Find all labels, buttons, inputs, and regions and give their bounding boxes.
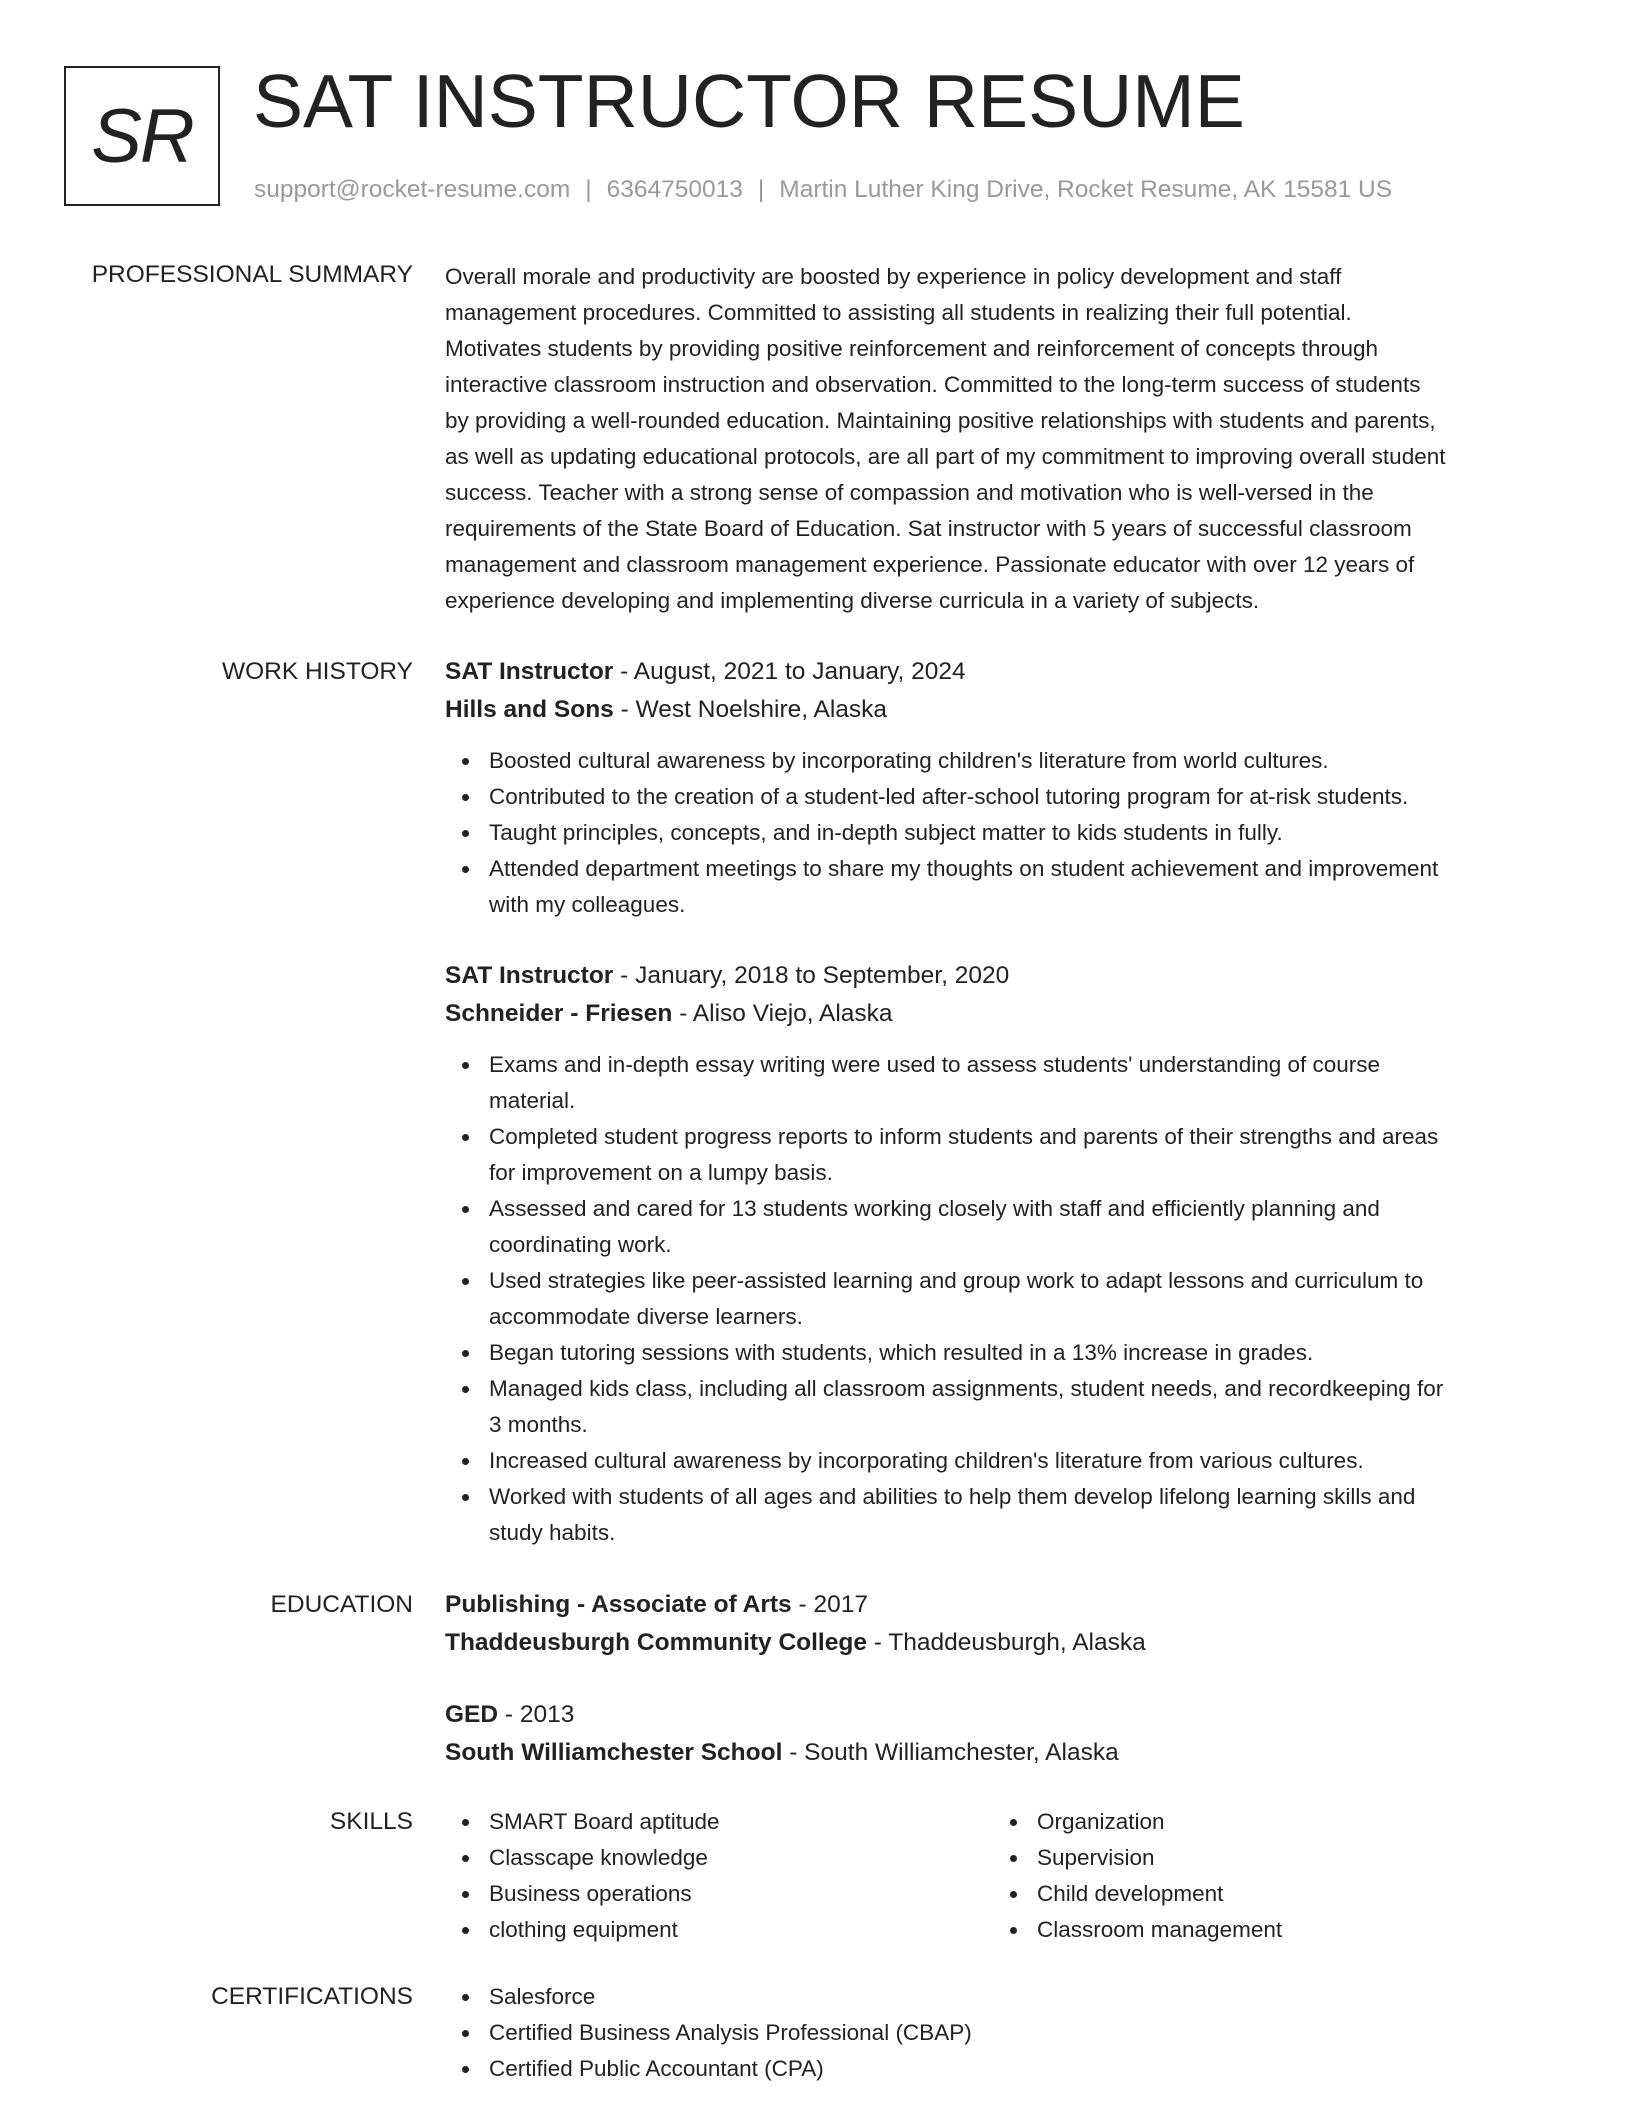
- summary-line: as well as updating educational protocols, are all part of my commitment to improving overall student: [445, 444, 1446, 469]
- job-company: Hills and Sons: [445, 696, 614, 723]
- section-label-work-history: WORK HISTORY: [221, 658, 413, 685]
- education-location: - South Williamchester, Alaska: [782, 1739, 1119, 1766]
- job-title: SAT Instructor: [445, 962, 614, 989]
- summary-line: management procedures. Committed to assisting all students in realizing their full potential.: [445, 300, 1352, 325]
- job-duty-text: coordinating work.: [489, 1232, 672, 1257]
- education-school-line: [445, 1734, 1565, 1772]
- job-duty: [445, 1119, 1565, 1191]
- education-year: - 2017: [791, 1591, 868, 1618]
- skill-item: Organization: [993, 1804, 1541, 1840]
- certification-item: Certified Business Analysis Professional (CBAP): [445, 2015, 1565, 2051]
- job-location: - Aliso Viejo, Alaska: [672, 1000, 893, 1027]
- job-duty: [445, 851, 1565, 923]
- job-duty-text: Used strategies like peer-assisted learning and group work to adapt lessons and curriculum to: [489, 1268, 1424, 1293]
- section-label-skills: SKILLS: [329, 1808, 413, 1835]
- job-duty-text: Boosted cultural awareness by incorporating children's literature from world cultures.: [489, 748, 1329, 773]
- contact-line: [254, 173, 1392, 207]
- contact-email: support@rocket-resume.com: [254, 176, 571, 203]
- summary-text: [445, 259, 1565, 619]
- job-duty-text: Completed student progress reports to inform students and parents of their strengths and areas: [489, 1124, 1439, 1149]
- job-duty: [445, 1047, 1565, 1119]
- skills-list: [445, 1804, 1565, 1948]
- job-duty: [445, 1191, 1565, 1263]
- job-duties-list: [445, 743, 1565, 923]
- job-duty-text: material.: [489, 1088, 576, 1113]
- section-label-summary: PROFESSIONAL SUMMARY: [91, 261, 413, 288]
- education-school: South Williamchester School: [445, 1739, 783, 1766]
- summary-line: Motivates students by providing positive reinforcement and reinforcement of concepts through: [445, 336, 1379, 361]
- certifications-bullets: [445, 1979, 1565, 2087]
- job-location: - West Noelshire, Alaska: [613, 696, 888, 723]
- summary-line: interactive classroom instruction and observation. Committed to the long-term success of students: [445, 372, 1421, 397]
- job-duty-text: Began tutoring sessions with students, which resulted in a 13% increase in grades.: [489, 1340, 1314, 1365]
- skill-item: Business operations: [445, 1876, 993, 1912]
- job-duties-list: [445, 1047, 1565, 1551]
- contact-separator: |: [757, 176, 765, 203]
- monogram-logo: SR: [64, 66, 220, 206]
- job-duty-text: Attended department meetings to share my thoughts on student achievement and improvement: [489, 856, 1439, 881]
- section-label-education: EDUCATION: [270, 1591, 413, 1618]
- education-degree: GED: [445, 1701, 499, 1728]
- job-duty-text: study habits.: [489, 1520, 616, 1545]
- certifications-list: [445, 1979, 1565, 2087]
- job-duty-text: Increased cultural awareness by incorporating children's literature from various cultures.: [489, 1448, 1364, 1473]
- job-duty: [445, 1371, 1565, 1443]
- job-title: SAT Instructor: [445, 658, 614, 685]
- job-duty-text: Exams and in-depth essay writing were used to assess students' understanding of course: [489, 1052, 1381, 1077]
- job-duty: [445, 1443, 1565, 1479]
- skill-item: clothing equipment: [445, 1912, 993, 1948]
- skill-item: Classroom management: [993, 1912, 1541, 1948]
- section-label-certifications: CERTIFICATIONS: [211, 1983, 413, 2010]
- summary-line: management and classroom management experience. Passionate educator with over 12 years of: [445, 552, 1415, 577]
- certification-item: Salesforce: [445, 1979, 1565, 2015]
- education-degree: Publishing - Associate of Arts: [445, 1591, 792, 1618]
- skill-item: Supervision: [993, 1840, 1541, 1876]
- job-duty: [445, 1335, 1565, 1371]
- job-company-line: [445, 995, 1565, 1033]
- job-dates: - August, 2021 to January, 2024: [613, 658, 966, 685]
- job-duty: [445, 1263, 1565, 1335]
- education-entry: [445, 1586, 1565, 1662]
- job-duty-text: for improvement on a lumpy basis.: [489, 1160, 833, 1185]
- education-school-line: [445, 1624, 1565, 1662]
- job-duty-text: Taught principles, concepts, and in-depth subject matter to kids students in fully.: [489, 820, 1283, 845]
- job-duty: [445, 1479, 1565, 1551]
- job-company: Schneider - Friesen: [445, 1000, 673, 1027]
- summary-line: by providing a well-rounded education. Maintaining positive relationships with students and parents,: [445, 408, 1436, 433]
- education-location: - Thaddeusburgh, Alaska: [866, 1629, 1146, 1656]
- job-duty-text: with my colleagues.: [489, 892, 686, 917]
- certification-item: Certified Public Accountant (CPA): [445, 2051, 1565, 2087]
- job-duty-text: accommodate diverse learners.: [489, 1304, 803, 1329]
- job-duty: [445, 815, 1565, 851]
- education-year: - 2013: [498, 1701, 575, 1728]
- job-duty-text: Worked with students of all ages and abilities to help them develop lifelong learning skills and: [489, 1484, 1416, 1509]
- skills-column-right: [993, 1804, 1541, 1948]
- job-duty-text: 3 months.: [489, 1412, 588, 1437]
- job-duty: [445, 779, 1565, 815]
- skills-column-left: [445, 1804, 993, 1948]
- job-duty-text: Assessed and cared for 13 students working closely with staff and efficiently planning and: [489, 1196, 1380, 1221]
- resume-title: SAT INSTRUCTOR RESUME: [253, 59, 1245, 143]
- job-company-line: [445, 691, 1565, 729]
- summary-line: requirements of the State Board of Education. Sat instructor with 5 years of successful classroom: [445, 516, 1412, 541]
- job-title-line: [445, 957, 1565, 995]
- summary-line: Overall morale and productivity are boosted by experience in policy development and staff: [445, 264, 1342, 289]
- job-duty-text: Contributed to the creation of a student-led after-school tutoring program for at-risk students.: [489, 784, 1409, 809]
- job-duty-text: Managed kids class, including all classroom assignments, student needs, and recordkeeping for: [489, 1376, 1444, 1401]
- job-entry: [445, 653, 1565, 923]
- skill-item: SMART Board aptitude: [445, 1804, 993, 1840]
- job-title-line: [445, 653, 1565, 691]
- education-degree-line: [445, 1696, 1565, 1734]
- contact-address: Martin Luther King Drive, Rocket Resume, AK 15581 US: [779, 176, 1393, 203]
- summary-line: success. Teacher with a strong sense of compassion and motivation who is well-versed in the: [445, 480, 1374, 505]
- job-dates: - January, 2018 to September, 2020: [613, 962, 1010, 989]
- education-entry: [445, 1696, 1565, 1772]
- skill-item: Child development: [993, 1876, 1541, 1912]
- education-degree-line: [445, 1586, 1565, 1624]
- education-school: Thaddeusburgh Community College: [445, 1629, 867, 1656]
- job-entry: [445, 957, 1565, 1551]
- job-duty: [445, 743, 1565, 779]
- summary-line: experience developing and implementing diverse curricula in a variety of subjects.: [445, 588, 1260, 613]
- skill-item: Classcape knowledge: [445, 1840, 993, 1876]
- contact-phone: 6364750013: [606, 176, 743, 203]
- contact-separator: |: [585, 176, 592, 203]
